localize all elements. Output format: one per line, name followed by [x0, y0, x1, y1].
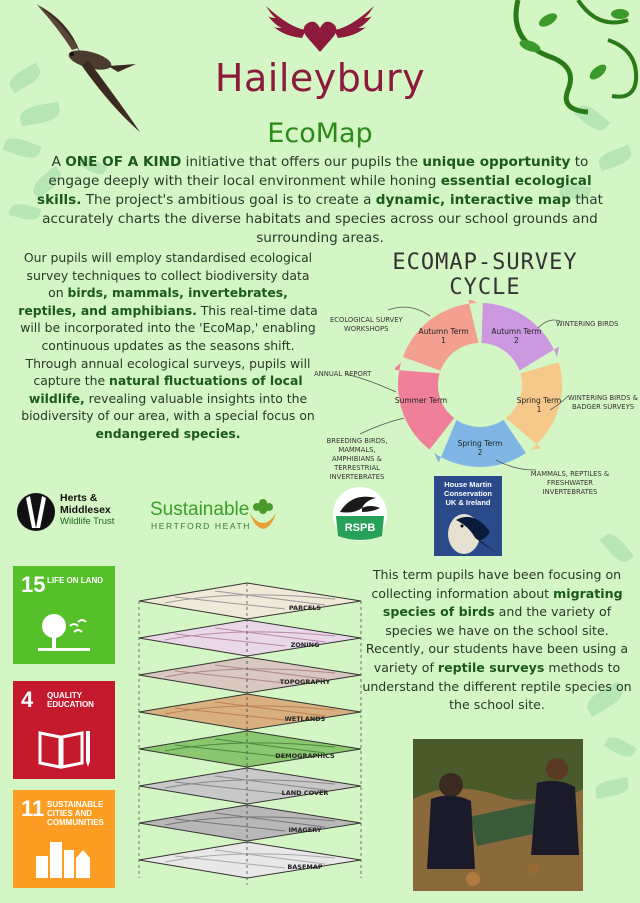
cycle-segment-label: Summer Term [395, 396, 448, 406]
cycle-segment-label: Autumn Term 2 [491, 326, 542, 345]
sdg-tile [13, 681, 115, 779]
sdg-label: SUSTAINABLE CITIES AND COMMUNITIES [47, 800, 104, 827]
tree-icon [34, 612, 94, 656]
survey-paragraph: Our pupils will employ standardised ecological survey techniques to collect biodiversity data on birds, mammals, invertebrates, reptiles, and amphibians. This real-time data will be incorporated into the 'EcoMap,' enabling continuous updates as the seasons shift. Through annual ecological surveys, pupils will capture the natural fluctuations of local wildlife, revealing valuable insights into the biodiversity of our area, with a special focus on endangered species. [18, 250, 318, 441]
cycle-segment-label: Autumn Term 1 [418, 326, 469, 345]
house-martin-bird-icon [434, 506, 502, 556]
gis-layer [139, 657, 361, 693]
sdg-label: LIFE ON LAND [47, 576, 103, 585]
flower-hands-icon [248, 495, 278, 531]
gis-layer [139, 805, 361, 841]
gis-layer [139, 694, 361, 730]
gis-layer-label: ZONING [290, 641, 320, 649]
cycle-connector-lines [300, 300, 640, 500]
herts-wildlife-trust-logo: Herts & Middlesex Wildlife Trust [16, 490, 128, 534]
gis-layer-label: LAND COVER [281, 789, 329, 797]
sdg-label: QUALITY EDUCATION [47, 691, 94, 709]
sdg-tile [13, 566, 115, 664]
gis-layer-label: DEMOGRAPHICS [275, 752, 335, 760]
badger-icon [16, 490, 56, 532]
note-wintering: WINTERING BIRDS [556, 320, 619, 328]
book-pencil-icon [34, 727, 94, 771]
gis-layer-label: IMAGERY [288, 826, 322, 834]
cycle-segment-label: Spring Term 1 [516, 396, 562, 415]
brand-title: Haileybury [214, 56, 426, 100]
note-breeding: BREEDING BIRDS, MAMMALS, AMPHIBIANS & TERRESTRIAL INVERTEBRATES [326, 437, 388, 481]
gis-layer [139, 583, 361, 619]
note-annual: ANNUAL REPORT [314, 370, 372, 378]
sdg-tile [13, 790, 115, 888]
house-martin-conservation-logo: House Martin Conservation UK & Ireland [434, 476, 502, 556]
intro-paragraph: A ONE OF A KIND initiative that offers our pupils the unique opportunity to engage deeply with their local environment while honing essential ecological skills. The project's ambitious goal is to create a dynamic, interactive map that accurately charts the diverse habitats and species across our school grounds and surrounding areas. [37, 154, 603, 246]
city-buildings-icon [34, 836, 94, 880]
gis-layer-stack-illustration [135, 565, 365, 885]
gis-layer [139, 620, 361, 656]
sdg-number: 4 [21, 687, 34, 712]
cycle-title: ECOMAP-SURVEY CYCLE [392, 250, 578, 300]
haileybury-crest-icon [262, 2, 378, 56]
gis-layer [139, 731, 361, 767]
rspb-logo: RSPB [332, 486, 388, 542]
gis-layer-label: BASEMAP [287, 863, 323, 871]
note-workshops: ECOLOGICAL SURVEY WORKSHOPS [330, 316, 403, 333]
gis-layer-label: WETLANDS [284, 715, 326, 723]
gis-layer-label: TOPOGRAPHY [279, 678, 331, 686]
cycle-segment-label: Spring Term 2 [457, 439, 503, 457]
sdg-number: 11 [21, 796, 45, 821]
gis-layer [139, 768, 361, 804]
sustainable-hertford-heath-logo: Sustainable HERTFORD HEATH [150, 495, 280, 535]
gis-layer-label: PARCELS [288, 604, 322, 612]
gis-layer [139, 842, 361, 878]
note-reptiles: MAMMALS, REPTILES & FRESHWATER INVERTEBRATES [530, 470, 610, 496]
note-badger: WINTERING BIRDS & BADGER SURVEYS [568, 394, 638, 411]
term-paragraph: This term pupils have been focusing on collecting information about migrating species of birds and the variety of species we have on the school site. Recently, our students have been using a variety of reptile surveys methods to understand the different reptile species on the school site. [362, 567, 632, 713]
page-subtitle: EcoMap [267, 118, 373, 149]
pupils-reptile-survey-photo [413, 739, 583, 891]
sdg-number: 15 [21, 572, 46, 597]
